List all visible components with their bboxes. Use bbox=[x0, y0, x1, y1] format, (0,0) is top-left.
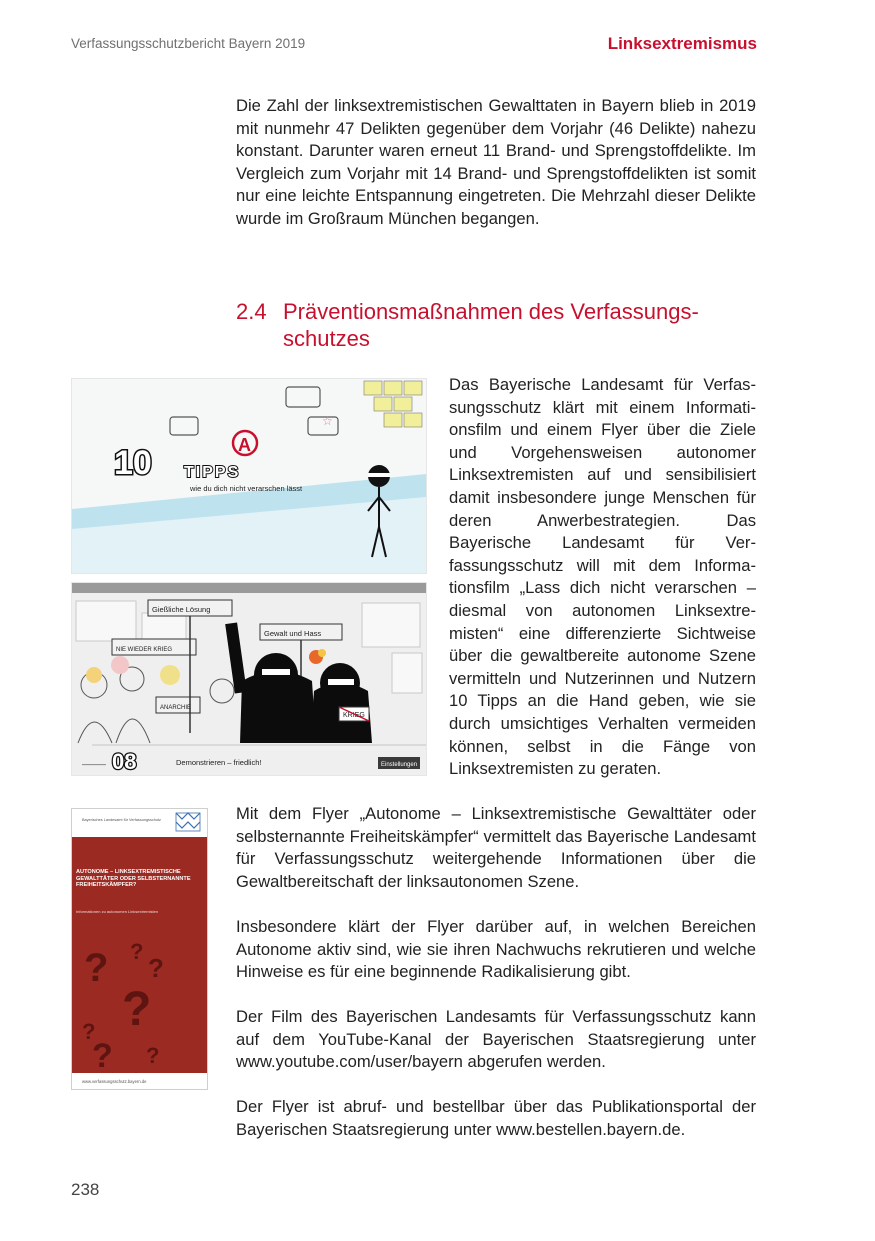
question-mark-icon: ? bbox=[84, 946, 109, 990]
flyer-paragraph-1: Mit dem Flyer „Autonome – Linksextremistische Gewalttäter oder selbsternannte Freiheitskämpfer“ vermittelt das Bayerische Landesamt für Verfassungsschutz weitergehende Informationen über die Gewaltbereitschaft der linksautonomen Szene. bbox=[236, 804, 756, 891]
intro-paragraph: Die Zahl der linksextremistischen Gewalttaten in Bayern blieb in 2019 mit nunmehr 47 Delikten gegenüber dem Vorjahr (46 Delikte) nahezu konstant. Darunter waren erneut 11 Brand- und Sprengstoffdelikte. Im Vergleich zum Vorjahr mit 14 Brand- und Sprengstoffdelikten ist somit nur eine leichte Entspannung eingetreten. Die Mehrzahl dieser Delikte wurde im Großraum München begangen. bbox=[236, 96, 756, 228]
flyer-title: AUTONOME – LINKSEXTREMISTISCHE GEWALTTÄTER ODER SELBSTERNANNTE FREIHEITSKÄMPFER? bbox=[76, 869, 191, 889]
ten-tips-number: 10 bbox=[114, 444, 152, 482]
bavarian-coat-of-arms-icon bbox=[176, 813, 200, 831]
demo-tip-number: 08 bbox=[112, 749, 137, 774]
svg-text:———: ——— bbox=[82, 760, 106, 769]
film-link-paragraph: Der Film des Bayerischen Landesamts für Verfassungsschutz kann auf dem YouTube-Kanal der Bayerischen Staatsregierung unter www.youtube.com/user/bayern abgerufen werden. bbox=[236, 1007, 756, 1072]
film-still-demonstration-illustration bbox=[72, 583, 426, 775]
demo-sign-2: Gewalt und Hass bbox=[264, 629, 322, 638]
question-mark-icon: ? bbox=[130, 939, 144, 964]
flyer-footer-url: www.verfassungsschutz.bayern.de bbox=[82, 1079, 147, 1084]
ten-tips-word: TIPPS bbox=[184, 464, 241, 481]
flyer-link-paragraph: Der Flyer ist abruf- und bestellbar über das Publikationsportal der Bayerischen Staatsregierung unter www.bestellen.bayern.de. bbox=[236, 1097, 756, 1139]
flyer-subtitle: Informationen zu autonomen Linksextremisten bbox=[76, 909, 159, 914]
demo-sign-3: NIE WIEDER KRIEG bbox=[116, 647, 173, 653]
demo-badge: Einstellungen bbox=[381, 762, 418, 768]
flyer-cover-illustration bbox=[72, 809, 207, 1089]
flyer-header-text: Bayerisches Landesamt für Verfassungsschutz bbox=[82, 818, 161, 822]
demo-sign-5: KRIEG bbox=[343, 712, 365, 719]
demo-sign-1: Gießliche Lösung bbox=[152, 605, 211, 614]
film-still-ten-tips bbox=[71, 378, 427, 574]
demo-tip-label: Demonstrieren – friedlich! bbox=[176, 758, 262, 767]
demo-sign-4: ANARCHIE bbox=[160, 705, 192, 711]
flyer-cover bbox=[71, 808, 208, 1090]
film-still-ten-tips-illustration bbox=[72, 379, 426, 573]
question-mark-icon: ? bbox=[122, 983, 152, 1036]
running-header-section: Linksextremismus bbox=[607, 34, 757, 53]
section-title: Präventionsmaßnahmen des Verfassungsschutzes bbox=[283, 299, 699, 351]
film-still-demonstration bbox=[71, 582, 427, 776]
question-mark-icon: ? bbox=[92, 1037, 113, 1075]
svg-text:A: A bbox=[238, 435, 251, 455]
section-heading bbox=[236, 298, 756, 352]
question-mark-icon: ? bbox=[146, 1043, 160, 1068]
page-number: 238 bbox=[71, 1180, 100, 1199]
question-mark-icon: ? bbox=[148, 953, 164, 983]
svg-text:☆: ☆ bbox=[322, 414, 333, 428]
section-number: 2.4 bbox=[236, 299, 267, 324]
running-header-title: Verfassungsschutzbericht Bayern 2019 bbox=[71, 36, 306, 51]
film-paragraph: Das Bayerische Landesamt für Verfassungsschutz klärt mit einem Informationsfilm und einem Flyer über die Ziele und Vorgehensweisen autonomer Linksextremisten auf und sensibilisiert damit insbesondere junge Menschen für deren Anwerbestrategien. Das Bayerische Landesamt für Verfassungsschutz will mit dem Informationsfilm „Lass dich nicht verarschen – diesmal von autonomen Linksextremisten“ eine differenzierte Sichtweise über die gewaltbereite autonome Szene vermitteln und Nutzerinnen und Nutzern 10 Tipps an die Hand geben, wie sie durch umsichtiges Verhalten vermeiden können, selbst in die Fänge von Linksextremisten zu geraten. bbox=[449, 375, 756, 779]
question-mark-icon: ? bbox=[82, 1019, 96, 1044]
ten-tips-subtitle: wie du dich nicht verarschen lässt bbox=[190, 484, 303, 493]
flyer-paragraph-2: Insbesondere klärt der Flyer darüber auf, in welchen Bereichen Autonome aktiv sind, wie sie ihren Nachwuchs rekrutieren und welche Hinweise es für eine beginnende Radikalisierung gibt. bbox=[236, 917, 756, 982]
